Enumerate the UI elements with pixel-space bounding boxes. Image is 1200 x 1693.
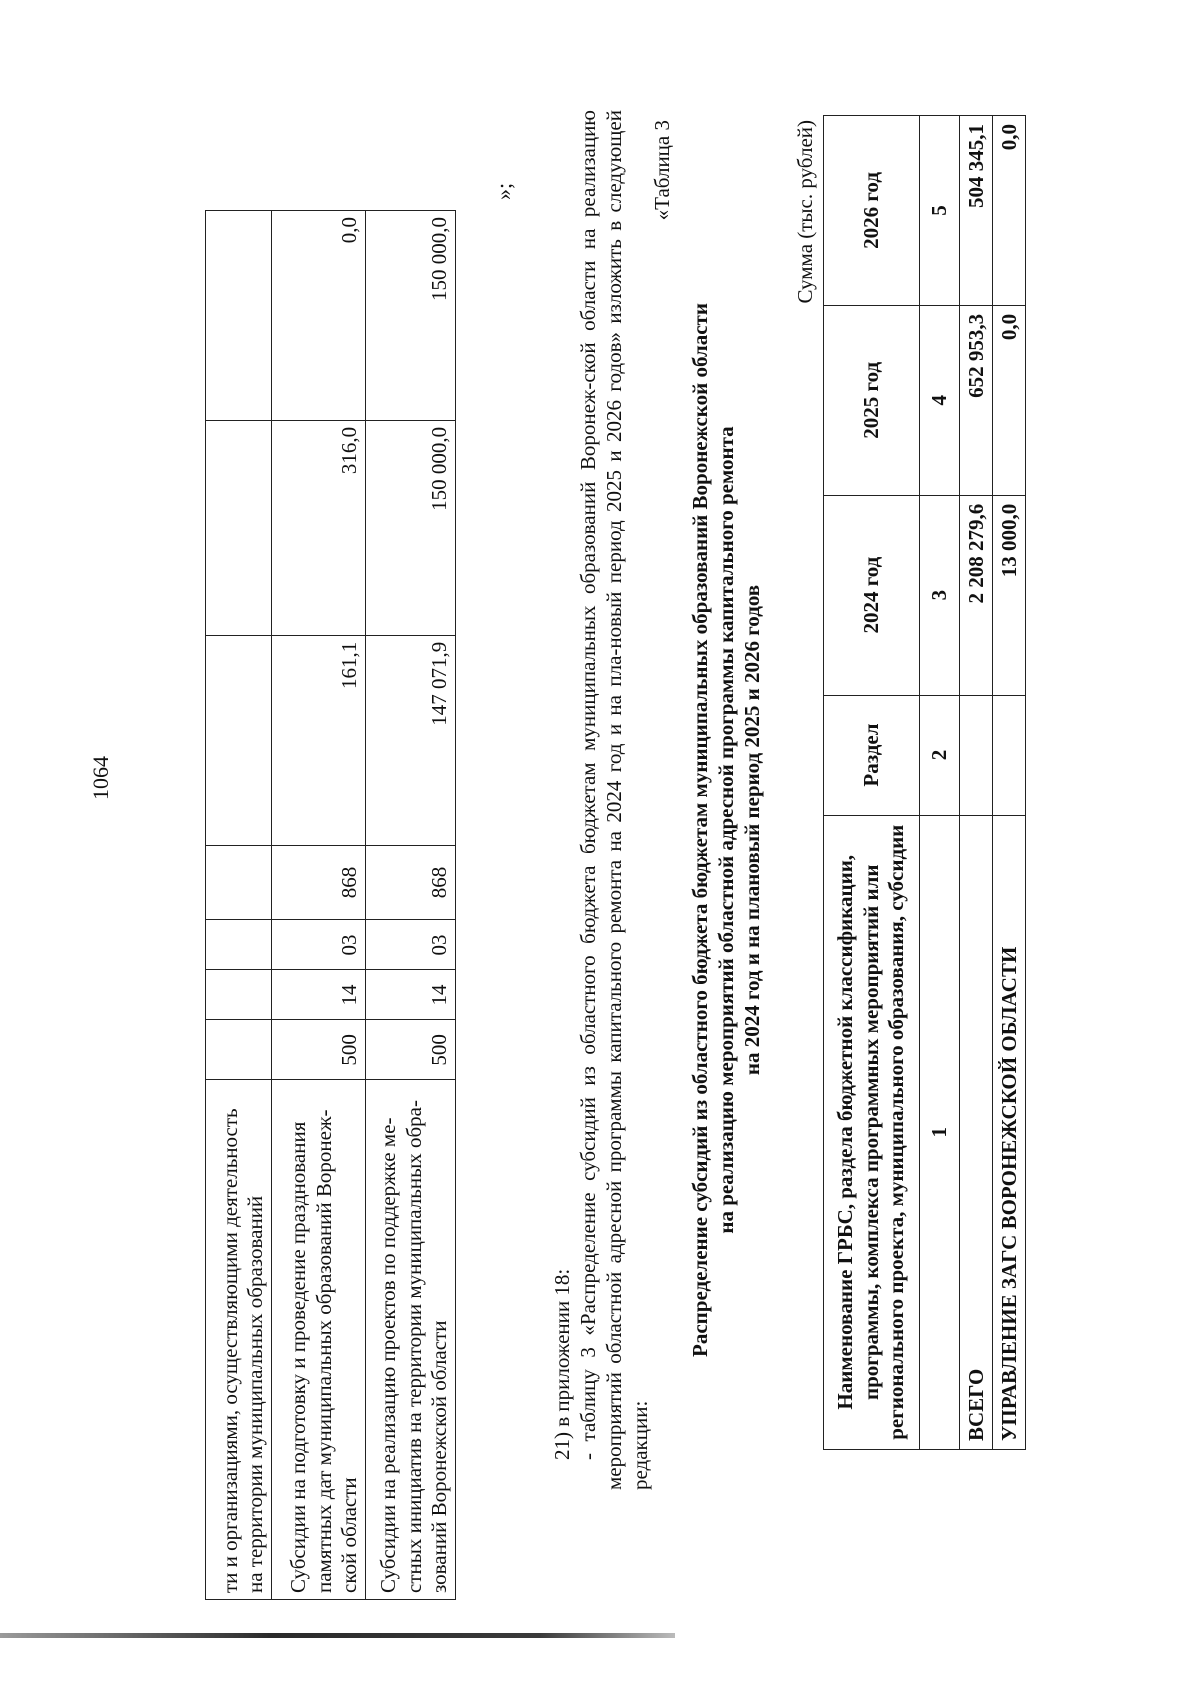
code-cell: 03: [272, 920, 366, 970]
page-number: 1064: [88, 756, 113, 800]
value-2024: 13 000,0: [993, 495, 1026, 695]
value-2026: 0,0: [272, 211, 366, 421]
index-cell: 2: [920, 695, 960, 815]
code-cell: 868: [366, 845, 456, 920]
value-2024: 147 071,9: [366, 635, 456, 845]
index-cell: 4: [920, 305, 960, 495]
code-cell: 14: [366, 970, 456, 1020]
code-cell: [206, 1020, 272, 1080]
value-2026: 0,0: [993, 116, 1026, 306]
scan-edge-line: [0, 1633, 675, 1638]
title-line: на 2024 год и на плановый период 2025 и 2026 годов: [740, 584, 765, 1076]
code-cell: [206, 845, 272, 920]
header-section: Раздел: [824, 695, 920, 815]
value-2024: 2 208 279,6: [960, 495, 993, 695]
code-cell: 03: [366, 920, 456, 970]
value-2026: 150 000,0: [366, 211, 456, 421]
table-row: [206, 211, 272, 1600]
row-name: УПРАВЛЕНИЕ ЗАГС ВОРОНЕЖСКОЙ ОБЛАСТИ: [993, 815, 1026, 1449]
value-2025: 316,0: [272, 420, 366, 635]
table-row: [366, 211, 456, 1600]
item-heading: 21) в приложении 18:: [550, 1268, 574, 1460]
header-2024: 2024 год: [824, 495, 920, 695]
row-section: [993, 695, 1026, 815]
continuation-table: [205, 210, 456, 1600]
table-row: [272, 211, 366, 1600]
header-row: [824, 116, 920, 1450]
value-2025: 150 000,0: [366, 420, 456, 635]
code-cell: 868: [272, 845, 366, 920]
rotated-page-content: [205, 100, 1085, 1600]
code-cell: 500: [366, 1020, 456, 1080]
value-2026: [206, 211, 272, 421]
code-cell: 500: [272, 1020, 366, 1080]
code-cell: [206, 970, 272, 1020]
table-row: [960, 116, 993, 1450]
title-line: на реализацию мероприятий областной адресной программы капитального ремонта: [714, 426, 739, 1234]
row-name: ти и организациями, осуществляющими деятельность на территории муниципальных образований: [206, 1080, 272, 1600]
value-2026: 504 345,1: [960, 116, 993, 306]
code-cell: [206, 920, 272, 970]
row-name: ВСЕГО: [960, 815, 993, 1449]
closing-quote-mark: »;: [491, 182, 516, 200]
header-name: Наименование ГРБС, раздела бюджетной классификации, программы, комплекса программных мероприятий или регионального проекта, муниципального образования, субсидии: [824, 815, 920, 1449]
index-row: [920, 116, 960, 1450]
table-label: «Таблица 3: [650, 120, 674, 221]
row-name: Субсидии на реализацию проектов по поддержке ме-стных инициатив на территории муниципальных обра-зований Воронежской области: [366, 1080, 456, 1600]
value-2024: [206, 635, 272, 845]
value-2025: 652 953,3: [960, 305, 993, 495]
value-2025: 0,0: [993, 305, 1026, 495]
unit-label: Сумма (тыс. рублей): [793, 120, 817, 304]
main-table: [823, 115, 1026, 1450]
amendment-paragraph: - таблицу 3 «Распределение субсидий из областного бюджета бюджетам муниципальных образований Воронеж-ской области на реализацию мероприятий областной адресной программы капитального ремонта на 2024 год и на пла-новый период 2025 и 2026 годов» изложить в следующей редакции:: [576, 110, 652, 1490]
index-cell: 5: [920, 116, 960, 306]
code-cell: 14: [272, 970, 366, 1020]
table-title: [687, 140, 765, 1520]
value-2024: 161,1: [272, 635, 366, 845]
table-row: [993, 116, 1026, 1450]
row-name: Субсидии на подготовку и проведение празднования памятных дат муниципальных образований Воронеж-ской области: [272, 1080, 366, 1600]
index-cell: 1: [920, 815, 960, 1449]
value-2025: [206, 420, 272, 635]
row-section: [960, 695, 993, 815]
header-2026: 2026 год: [824, 116, 920, 306]
index-cell: 3: [920, 495, 960, 695]
header-2025: 2025 год: [824, 305, 920, 495]
title-line: Распределение субсидий из областного бюджета бюджетам муниципальных образований Воронежской области: [688, 303, 712, 1357]
